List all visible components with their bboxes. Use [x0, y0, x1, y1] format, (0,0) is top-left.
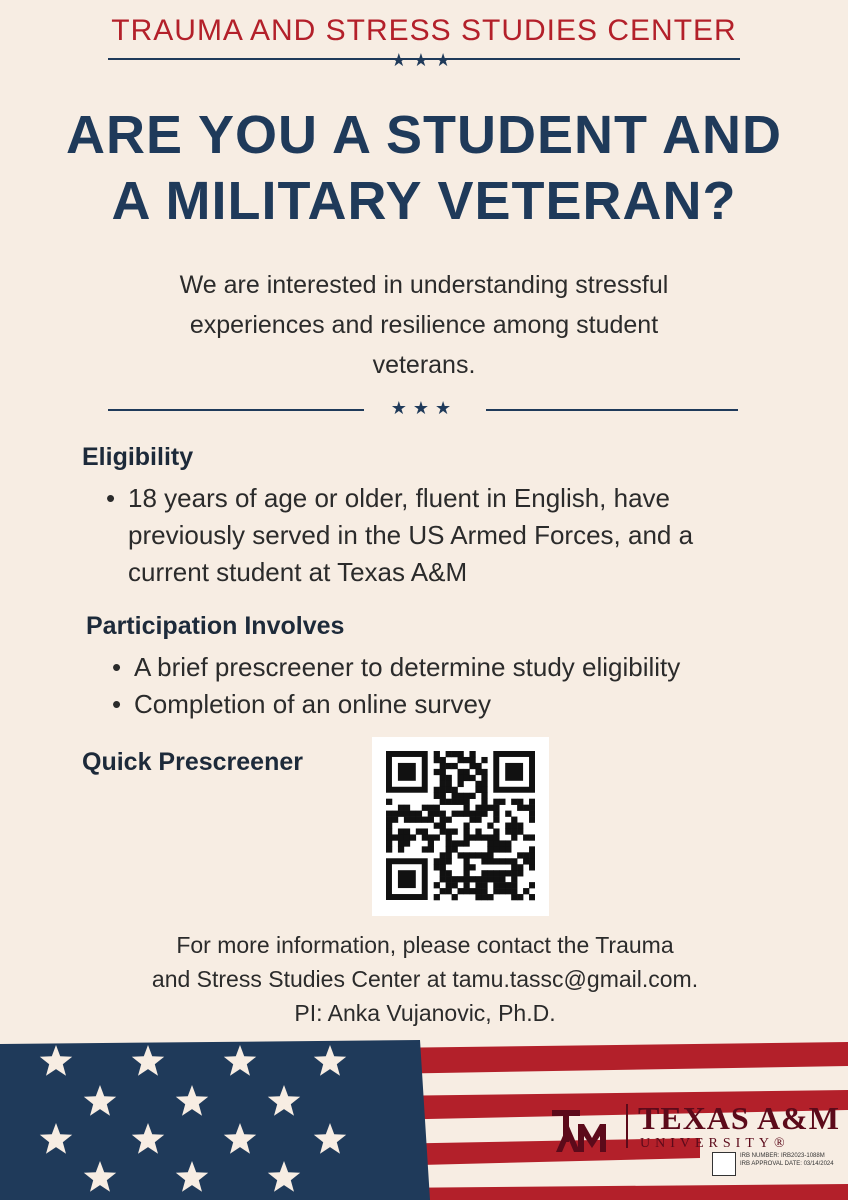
participation-heading: Participation Involves	[86, 612, 345, 640]
logo-sub-text: UNIVERSITY	[640, 1136, 774, 1151]
headline	[0, 102, 848, 234]
list-item: • Completion of an online survey	[112, 686, 832, 723]
list-item	[106, 480, 806, 591]
contact-info	[80, 928, 770, 1030]
eligibility-list	[106, 480, 806, 591]
qr-code-image	[386, 751, 535, 902]
irb-stamp-icon	[712, 1152, 736, 1176]
divider-rule-left	[108, 409, 364, 411]
participation-list	[112, 649, 832, 723]
atm-logo-icon	[548, 1100, 618, 1170]
list-item: • A brief prescreener to determine study eligibility	[112, 649, 832, 686]
contact-line-1: For more information, please contact the Trauma	[176, 932, 674, 958]
headline-line-2: A MILITARY VETERAN?	[111, 171, 737, 231]
eligibility-line-3: current student at Texas A&M	[128, 557, 468, 587]
irb-text	[740, 1152, 834, 1168]
divider-stars: ★★★	[390, 398, 458, 418]
headline-line-1: ARE YOU A STUDENT AND	[65, 105, 783, 165]
prescreener-label: Quick Prescreener	[82, 748, 303, 776]
logo-registered-mark: ®	[774, 1136, 790, 1151]
intro-line-3: veterans.	[372, 351, 476, 379]
divider-rule-right	[486, 409, 738, 411]
prescreener-qr-code[interactable]	[372, 737, 549, 916]
logo-divider	[626, 1104, 628, 1148]
eligibility-line-2: previously served in the US Armed Forces, and a	[128, 520, 694, 550]
intro-text	[120, 265, 728, 385]
logo-name: TEXAS A&M	[638, 1100, 840, 1136]
intro-line-1: We are interested in understanding stressful	[179, 271, 669, 299]
eligibility-heading: Eligibility	[82, 443, 194, 471]
irb-approval-date: IRB APPROVAL DATE: 03/14/2024	[740, 1161, 834, 1167]
irb-stamp	[712, 1152, 832, 1178]
contact-line-3: PI: Anka Vujanovic, Ph.D.	[294, 1000, 556, 1026]
irb-number: IRB NUMBER: IRB2023-1088M	[740, 1153, 825, 1159]
logo-university	[640, 1136, 790, 1152]
header-stars: ★★★	[390, 50, 458, 70]
contact-line-2: and Stress Studies Center at tamu.tassc@gmail.com.	[151, 966, 699, 992]
eligibility-line-1: • 18 years of age or older, fluent in English, have	[128, 483, 671, 513]
intro-line-2: experiences and resilience among student	[189, 311, 659, 339]
center-title: TRAUMA AND STRESS STUDIES CENTER	[111, 14, 737, 47]
